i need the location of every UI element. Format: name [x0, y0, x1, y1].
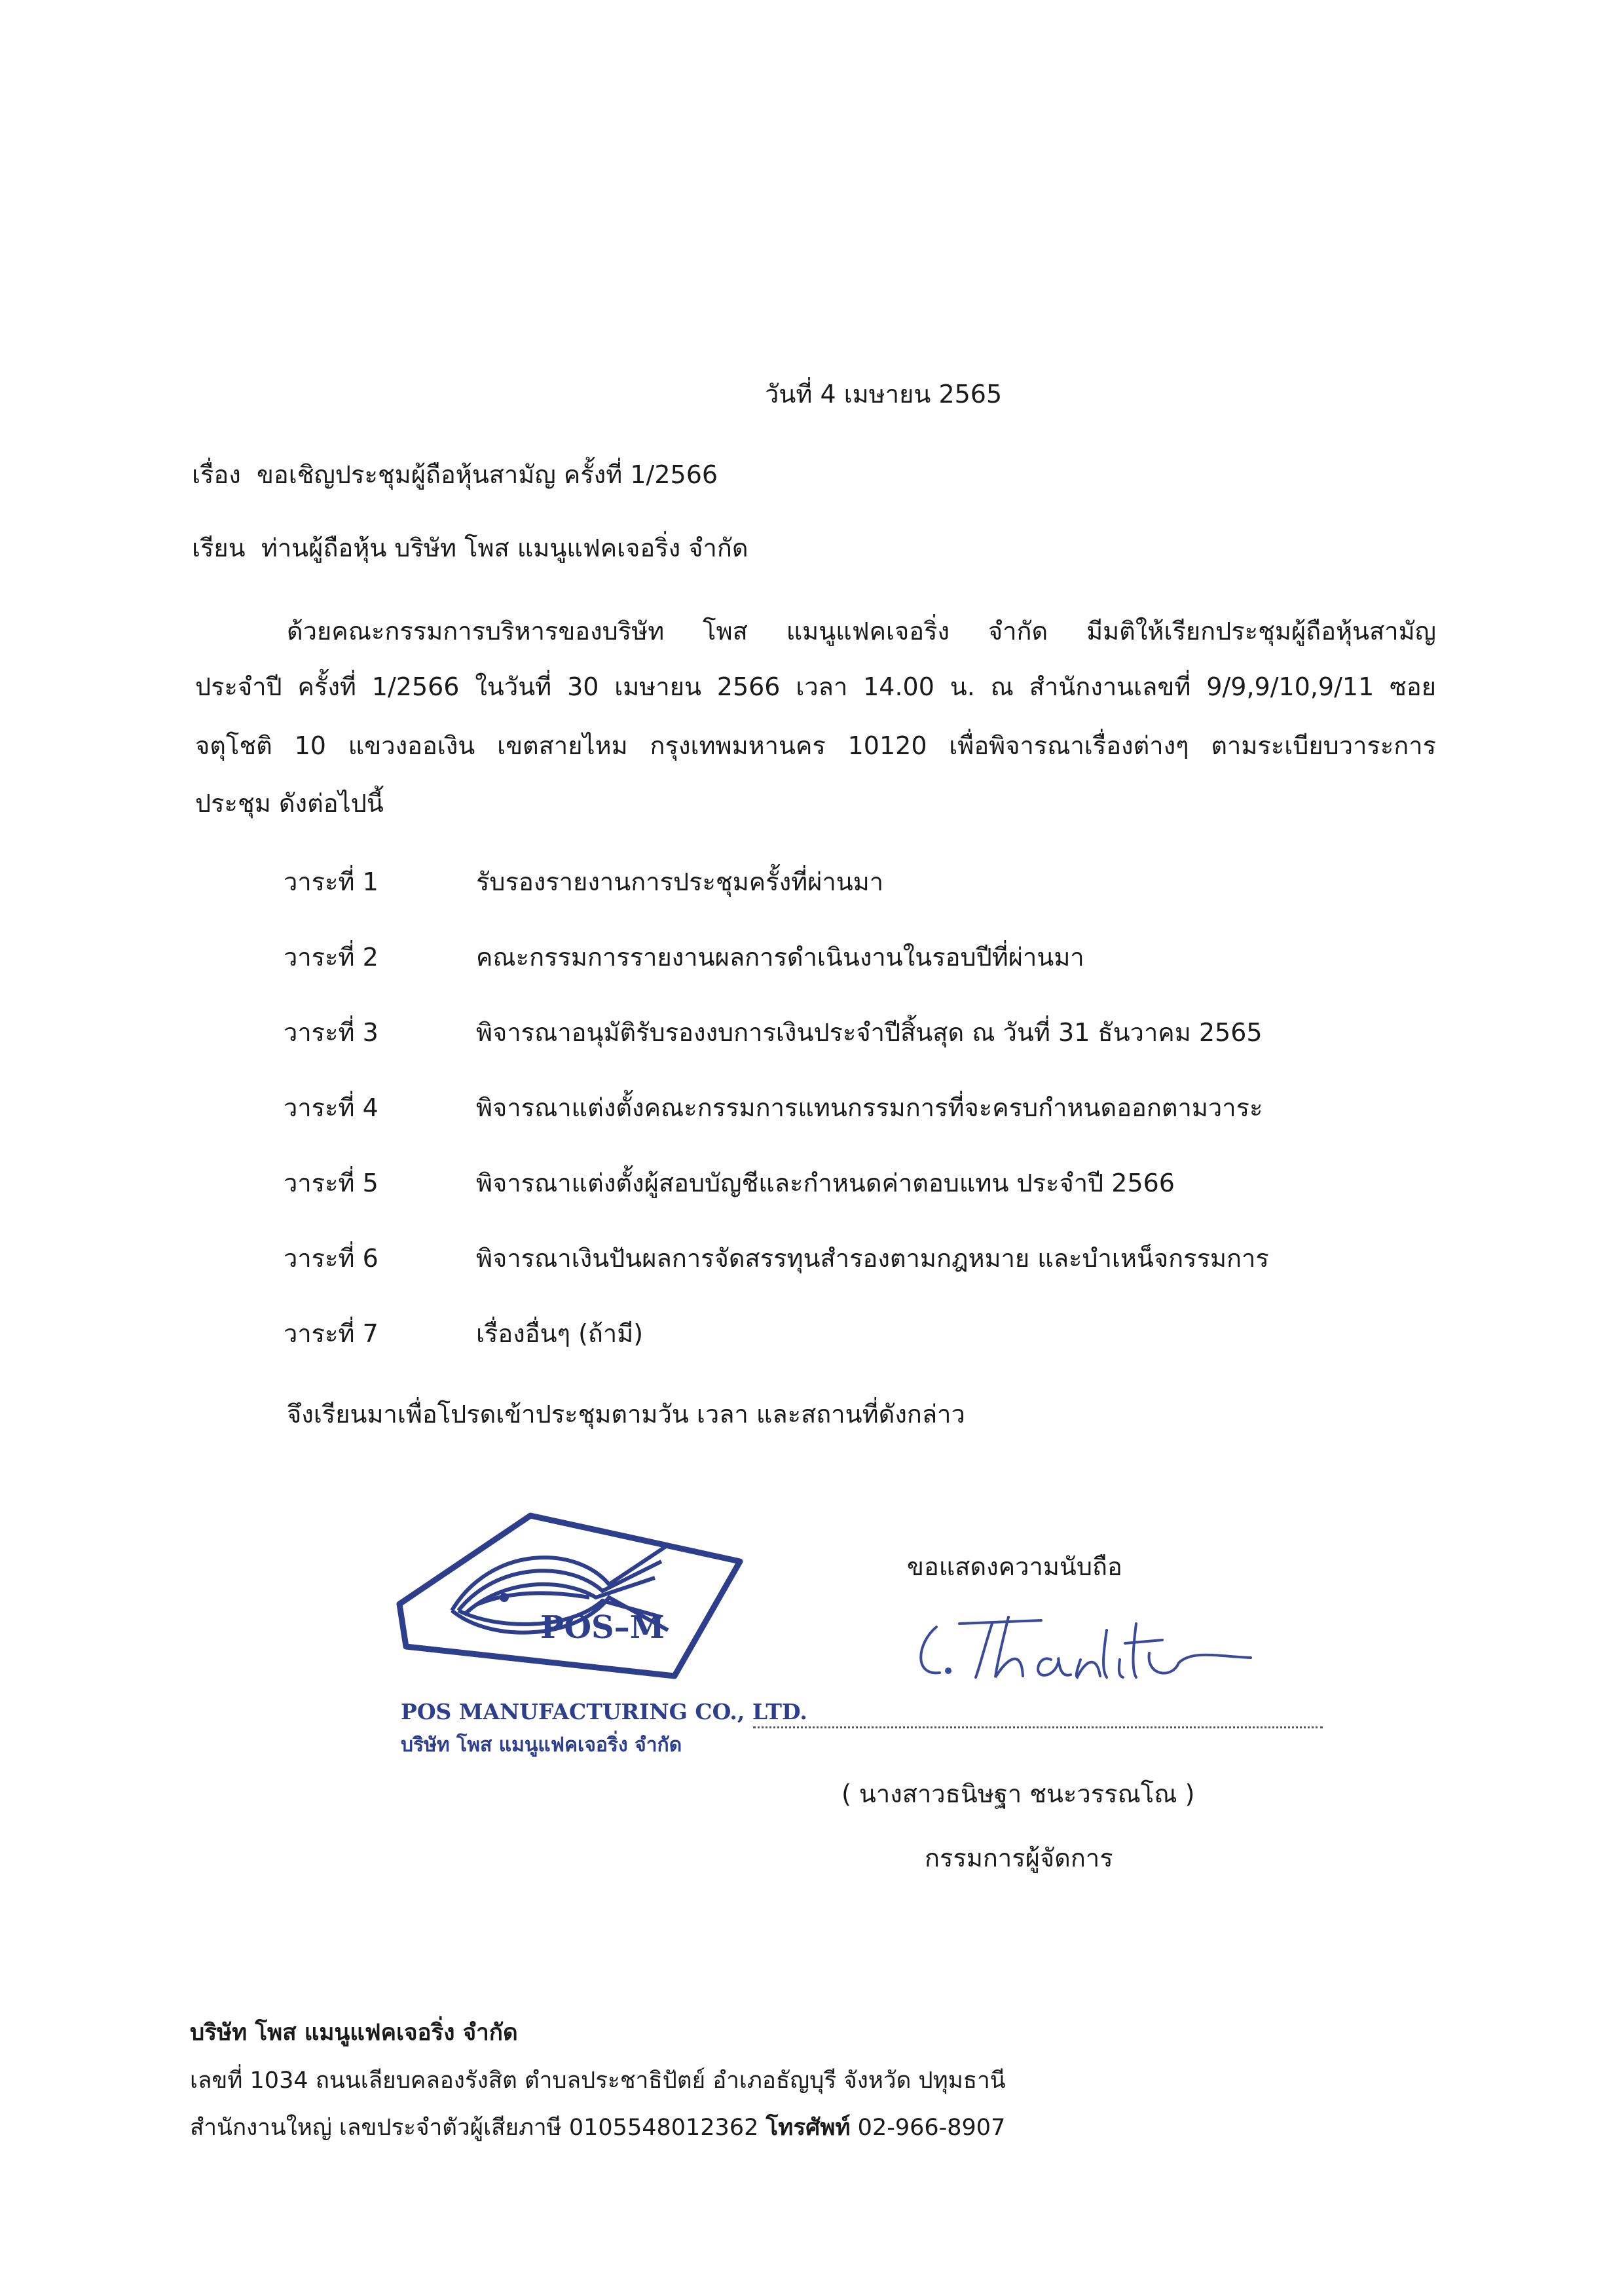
signer-title: กรรมการผู้จัดการ [925, 1844, 1113, 1872]
agenda-item-7-text: เรื่องอื่นๆ (ถ้ามี) [476, 1319, 644, 1348]
agenda-item-2-text: คณะกรรมการรายงานผลการดำเนินงานในรอบปีที่ผ่านมา [476, 943, 1084, 972]
footer-company: บริษัท โพส แมนูแฟคเจอริ่ง จำกัด [190, 2020, 518, 2046]
stamp-company-th: บริษัท โพส แมนูแฟคเจอริ่ง จำกัด [401, 1734, 682, 1757]
agenda-item-5-text: พิจารณาแต่งตั้งผู้สอบบัญชีและกำหนดค่าตอบแทน ประจำปี 2566 [476, 1169, 1175, 1197]
agenda-item-1-no: วาระที่ 1 [284, 867, 378, 896]
salutation-line [192, 532, 748, 564]
signer-name: ( นางสาวธนิษฐา ชนะวรรณโณ ) [841, 1779, 1195, 1808]
signature-drawing [910, 1597, 1264, 1689]
body-line-1: ด้วยคณะกรรมการบริหารของบริษัท โพส แมนูแฟคเจอริ่ง จำกัด มีมติให้เรียกประชุมผู้ถือหุ้นสามัญ [287, 617, 1436, 646]
company-logo [393, 1499, 760, 1696]
stamp-company-en: POS MANUFACTURING CO., LTD. [401, 1699, 807, 1724]
salutation-label: เรียน [192, 534, 246, 562]
letter-date: วันที่ 4 เมษายน 2565 [765, 380, 1003, 409]
company-stamp [393, 1499, 807, 1774]
closing-sentence: จึงเรียนมาเพื่อโปรดเข้าประชุมตามวัน เวลา และสถานที่ดังกล่าว [287, 1400, 965, 1429]
regards-text: ขอแสดงความนับถือ [907, 1552, 1122, 1581]
footer-tax-phone [190, 2113, 1005, 2143]
signature [910, 1597, 1264, 1689]
footer-phone: 02-966-8907 [857, 2115, 1006, 2141]
agenda-item-7-no: วาระที่ 7 [284, 1319, 378, 1348]
agenda-item-4-text: พิจารณาแต่งตั้งคณะกรรมการแทนกรรมการที่จะครบกำหนดออกตามวาระ [476, 1093, 1263, 1122]
agenda-item-2-no: วาระที่ 2 [284, 943, 378, 972]
body-line-2: ประจำปี ครั้งที่ 1/2566 ในวันที่ 30 เมษายน 2566 เวลา 14.00 น. ณ สำนักงานเลขที่ 9/9,9/10,9/11 ซอย [195, 672, 1436, 701]
logo-text: POS–M [540, 1609, 665, 1646]
body-line-4: ประชุม ดังต่อไปนี้ [195, 789, 384, 818]
agenda-item-4-no: วาระที่ 4 [284, 1093, 378, 1122]
signature-line [753, 1726, 1323, 1728]
agenda-item-5-no: วาระที่ 5 [284, 1169, 378, 1197]
footer-phone-label: โทรศัพท์ [766, 2115, 851, 2141]
salutation-text: ท่านผู้ถือหุ้น บริษัท โพส แมนูแฟคเจอริ่ง จำกัด [261, 534, 748, 562]
subject-label: เรื่อง [192, 460, 241, 489]
footer-tax-id: สำนักงานใหญ่ เลขประจำตัวผู้เสียภาษี 0105548012362 [190, 2115, 759, 2141]
body-line-3: จตุโชติ 10 แขวงออเงิน เขตสายไหม กรุงเทพมหานคร 10120 เพื่อพิจารณาเรื่องต่างๆ ตามระเบียบวาระการ [195, 731, 1436, 760]
subject-line [192, 458, 718, 491]
agenda-item-6-no: วาระที่ 6 [284, 1244, 378, 1273]
subject-text: ขอเชิญประชุมผู้ถือหุ้นสามัญ ครั้งที่ 1/2566 [256, 460, 718, 489]
agenda-item-3-text: พิจารณาอนุมัติรับรองงบการเงินประจำปีสิ้นสุด ณ วันที่ 31 ธันวาคม 2565 [476, 1018, 1263, 1047]
footer-address: เลขที่ 1034 ถนนเลียบคลองรังสิต ตำบลประชาธิปัตย์ อำเภอธัญบุรี จังหวัด ปทุมธานี [190, 2068, 1006, 2094]
agenda-item-1-text: รับรองรายงานการประชุมครั้งที่ผ่านมา [476, 867, 884, 896]
agenda-item-3-no: วาระที่ 3 [284, 1018, 378, 1047]
agenda-item-6-text: พิจารณาเงินปันผลการจัดสรรทุนสำรองตามกฎหมาย และบำเหน็จกรรมการ [476, 1244, 1269, 1273]
